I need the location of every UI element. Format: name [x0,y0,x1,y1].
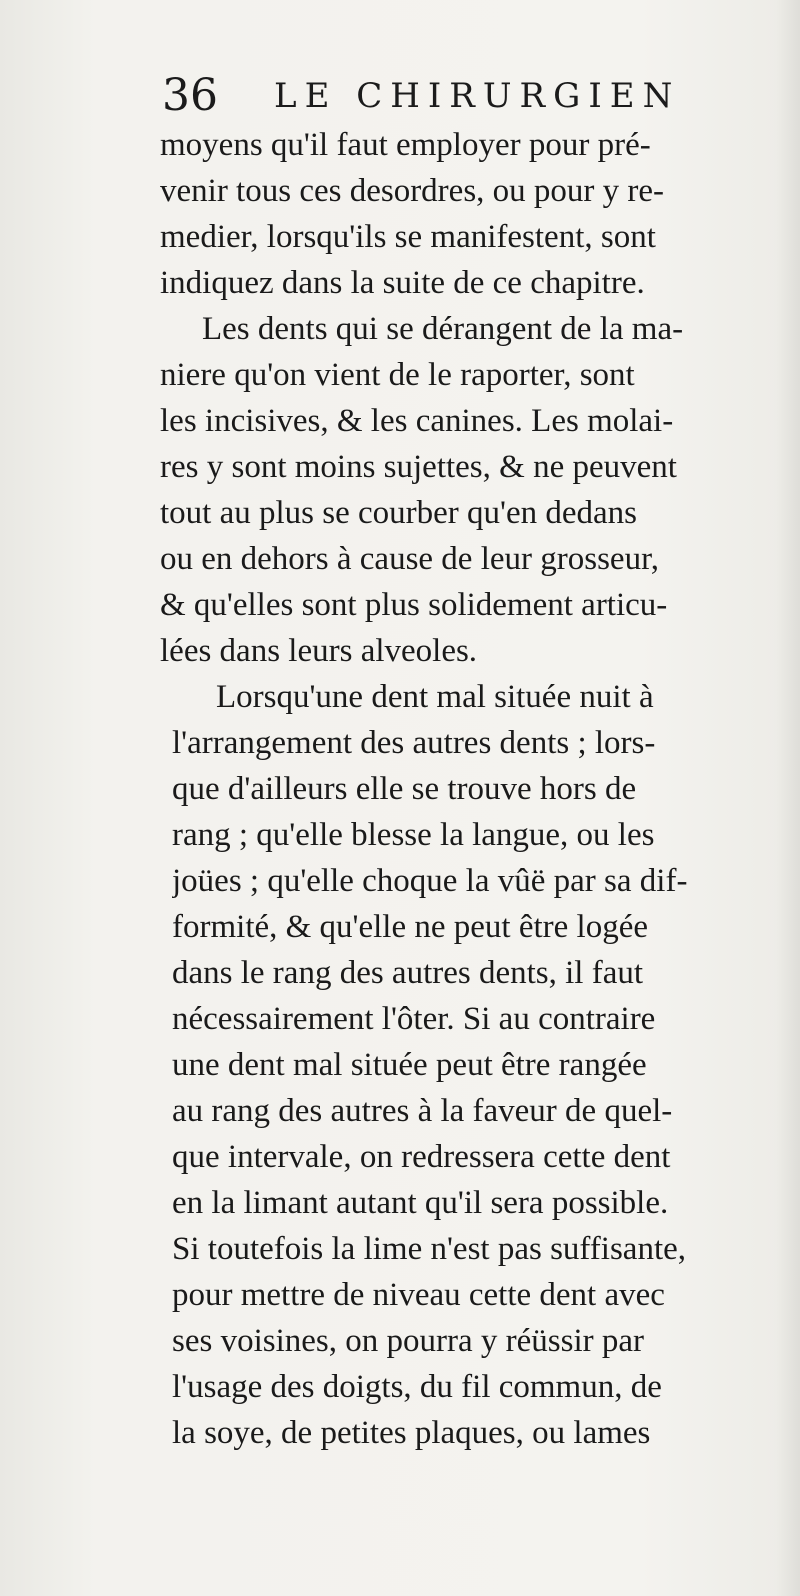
text-line: Lorsqu'une dent mal située nuit à [216,679,654,715]
text-line: medier, lorsqu'ils se manifestent, sont [160,219,656,255]
text-line: & qu'elles sont plus solidement articu- [160,587,668,623]
text-line: ses voisines, on pourra y réüssir par [172,1323,644,1359]
running-title: LE CHIRURGIEN [274,76,681,116]
text-line: indiquez dans la suite de ce chapitre. [160,265,645,301]
body-text [160,122,772,1456]
running-head [162,68,762,124]
text-line: les incisives, & les canines. Les molai- [160,403,674,439]
text-line: l'usage des doigts, du fil commun, de [172,1369,662,1405]
text-line: joües ; qu'elle choque la vûë par sa dif- [172,863,688,899]
page-number: 36 [162,70,218,121]
text-line: nécessairement l'ôter. Si au contraire [172,1001,656,1037]
text-line: la soye, de petites plaques, ou lames [172,1415,651,1451]
text-line: res y sont moins sujettes, & ne peuvent [160,449,677,485]
text-line: dans le rang des autres dents, il faut [172,955,644,991]
text-line: que d'ailleurs elle se trouve hors de [172,771,637,807]
text-line: tout au plus se courber qu'en dedans [160,495,637,531]
text-line: que intervale, on redressera cette dent [172,1139,671,1175]
text-line: Si toutefois la lime n'est pas suffisante, [172,1231,687,1267]
text-line: pour mettre de niveau cette dent avec [172,1277,665,1313]
text-line: niere qu'on vient de le raporter, sont [160,357,635,393]
text-line: rang ; qu'elle blesse la langue, ou les [172,817,655,853]
text-line: au rang des autres à la faveur de quel- [172,1093,673,1129]
text-line: Les dents qui se dérangent de la ma- [202,311,684,347]
text-line: en la limant autant qu'il sera possible. [172,1185,669,1221]
text-line: une dent mal située peut être rangée [172,1047,647,1083]
text-line: l'arrangement des autres dents ; lors- [172,725,656,761]
text-line: formité, & qu'elle ne peut être logée [172,909,649,945]
text-line: venir tous ces desordres, ou pour y re- [160,173,665,209]
text-line: ou en dehors à cause de leur grosseur, [160,541,659,577]
text-line: lées dans leurs alveoles. [160,633,478,669]
page-edge-shadow [776,0,800,1596]
text-line: moyens qu'il faut employer pour pré- [160,127,651,163]
